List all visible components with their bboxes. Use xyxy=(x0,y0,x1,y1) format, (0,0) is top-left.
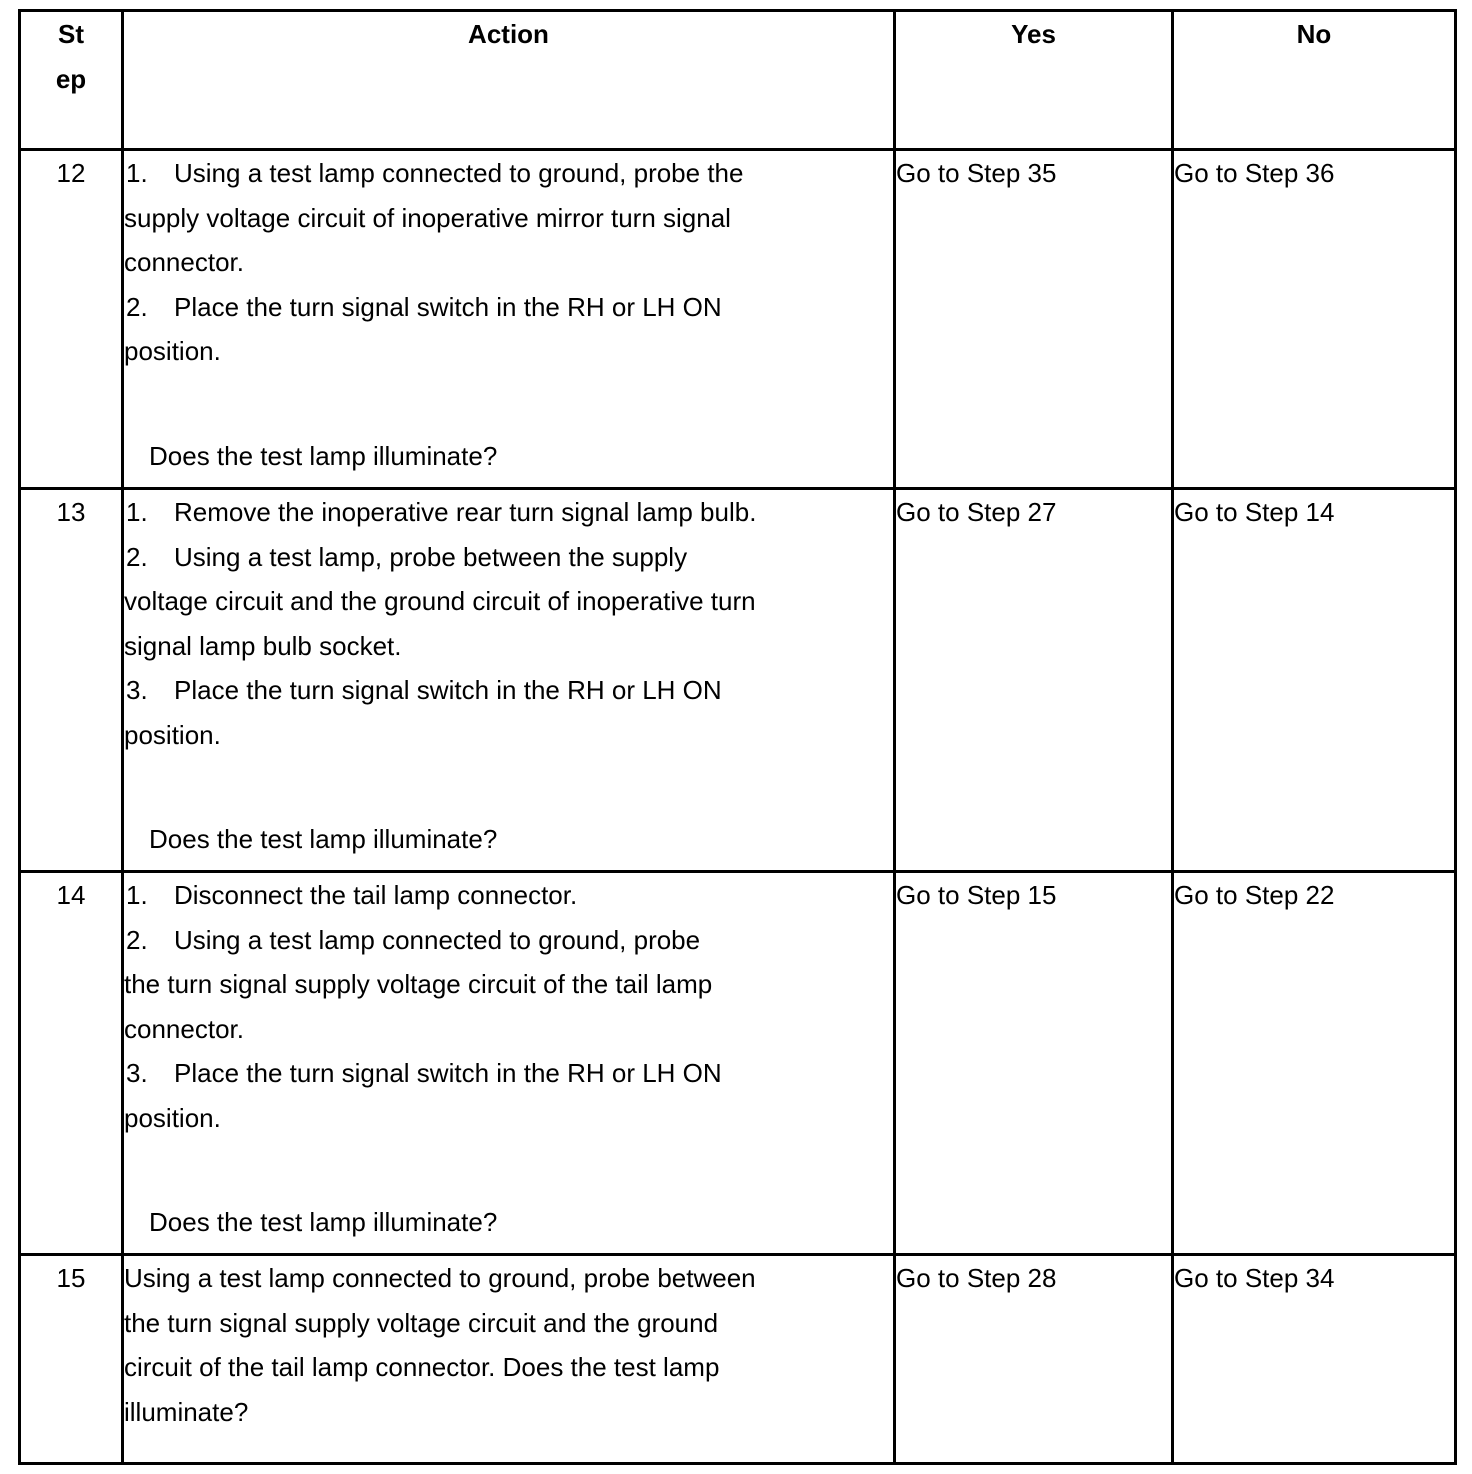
action-line-number: 2. xyxy=(126,541,148,572)
action-line: supply voltage circuit of inoperative mirror turn signal xyxy=(124,202,731,233)
table-row xyxy=(20,1255,1456,1464)
header-action: Action xyxy=(123,11,895,150)
action-line-number: 1. xyxy=(126,158,148,188)
action-line-text: Place the turn signal switch in the RH or LH ON xyxy=(174,291,722,322)
header-step-line-2: ep xyxy=(55,63,87,94)
action-line: the turn signal supply voltage circuit and the ground xyxy=(124,1307,719,1338)
action-line-text: Using a test lamp connected to ground, probe the xyxy=(174,158,744,188)
action-line xyxy=(124,151,893,196)
action-line-text: Place the turn signal switch in the RH or LH ON xyxy=(174,1058,722,1088)
action-line xyxy=(124,1051,893,1096)
action-line: Using a test lamp connected to ground, probe between xyxy=(124,1263,756,1293)
action-line-number: 3. xyxy=(126,1058,148,1088)
action-line: illuminate? xyxy=(124,1396,249,1427)
action-line xyxy=(124,668,893,713)
header-step xyxy=(20,11,123,150)
yes-result: Go to Step 15 xyxy=(895,872,1173,1255)
action-line xyxy=(124,535,893,580)
action-line: the turn signal supply voltage circuit of the tail lamp xyxy=(124,969,713,999)
action-line-text: Place the turn signal switch in the RH or LH ON xyxy=(174,675,722,705)
action-line-text: Disconnect the tail lamp connector. xyxy=(174,880,578,910)
action-line: connector. xyxy=(124,1013,244,1044)
yes-result: Go to Step 28 xyxy=(895,1255,1173,1464)
step-number: 15 xyxy=(20,1255,123,1464)
step-number: 14 xyxy=(20,872,123,1255)
no-result: Go to Step 14 xyxy=(1173,489,1456,872)
action-line: connector. xyxy=(124,247,244,277)
action-line: position. xyxy=(124,336,221,366)
no-result: Go to Step 34 xyxy=(1173,1255,1456,1464)
action-question: Does the test lamp illuminate? xyxy=(149,823,498,854)
table-row xyxy=(20,872,1456,1255)
action-line-number: 2. xyxy=(126,291,148,322)
action-line-number: 1. xyxy=(126,880,148,910)
action-cell xyxy=(123,150,895,489)
action-line-text: Using a test lamp connected to ground, probe xyxy=(174,924,701,955)
action-line-number: 3. xyxy=(126,675,148,705)
yes-result: Go to Step 27 xyxy=(895,489,1173,872)
action-line: circuit of the tail lamp connector. Does the test lamp xyxy=(124,1352,720,1382)
header-no: No xyxy=(1173,11,1456,150)
action-line: signal lamp bulb socket. xyxy=(124,630,402,661)
action-line-text: Using a test lamp, probe between the supply xyxy=(174,541,688,572)
header-step-line-1: St xyxy=(58,19,84,49)
action-line: position. xyxy=(124,719,221,750)
step-number: 12 xyxy=(20,150,123,489)
step-number: 13 xyxy=(20,489,123,872)
action-line-number: 1. xyxy=(126,497,148,527)
action-cell xyxy=(123,1255,895,1464)
table-row xyxy=(20,489,1456,872)
no-result: Go to Step 36 xyxy=(1173,150,1456,489)
action-cell xyxy=(123,872,895,1255)
header-yes: Yes xyxy=(895,11,1173,150)
table-row xyxy=(20,150,1456,489)
action-line xyxy=(124,873,893,918)
action-line-text: Remove the inoperative rear turn signal lamp bulb. xyxy=(174,497,757,527)
yes-result: Go to Step 35 xyxy=(895,150,1173,489)
action-line xyxy=(124,490,893,535)
action-line: position. xyxy=(124,1102,221,1133)
action-line xyxy=(124,285,893,330)
action-line-number: 2. xyxy=(126,924,148,955)
action-line: voltage circuit and the ground circuit of inoperative turn xyxy=(124,586,756,616)
action-question: Does the test lamp illuminate? xyxy=(149,440,498,471)
action-question: Does the test lamp illuminate? xyxy=(149,1206,498,1237)
diagnostic-table xyxy=(18,9,1457,1465)
action-line xyxy=(124,918,893,963)
table-header-row xyxy=(20,11,1456,150)
no-result: Go to Step 22 xyxy=(1173,872,1456,1255)
action-cell xyxy=(123,489,895,872)
